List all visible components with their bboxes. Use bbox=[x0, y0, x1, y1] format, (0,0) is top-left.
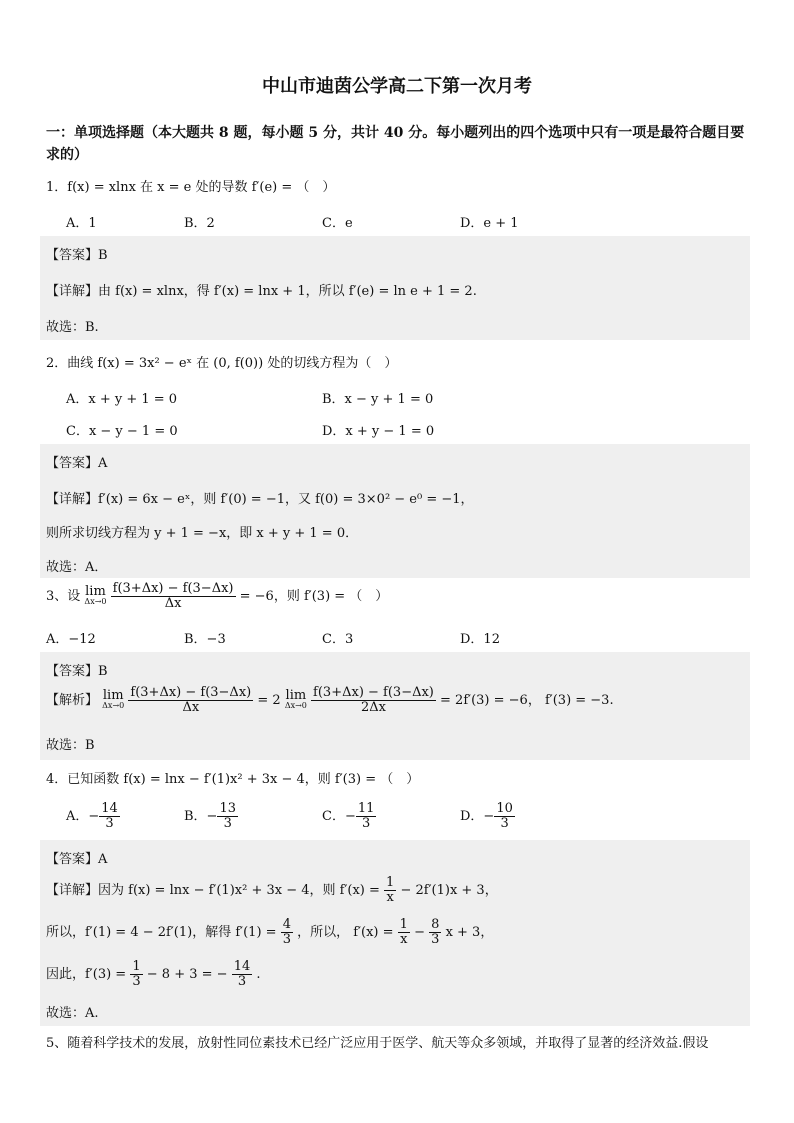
q3-stem-prefix: 3、设 bbox=[46, 589, 81, 604]
q4-detail-line-2: 所以，f′(1) = 4 − 2f′(1)，解得 f′(1) = $\frac{4}{3}$ ，所以， f′(x) = $\frac{1}{x}$ − $\frac{8}{3}$ x + 3， bbox=[46, 917, 494, 947]
q3-stem bbox=[46, 582, 388, 611]
page-title: 中山市迪茵公学高二下第一次月考 bbox=[262, 76, 532, 97]
q4-detail-line-1: 【详解】因为 f(x) = lnx − f′(1)x² + 3x − 4，则 f′(x) = $\frac{1}{x}$ − 2f′(1)x + 3， bbox=[46, 875, 498, 905]
q4-option-c: C．− $\frac{11}{3}$ bbox=[322, 801, 375, 831]
q3-option-b: B．−3 bbox=[184, 632, 226, 647]
q2-detail: 【详解】f′(x) = 6x − eˣ，则 f′(0) = −1，又 f(0) = 3×0² − e⁰ = −1， bbox=[46, 492, 474, 507]
q1-option-a: A．1 bbox=[66, 216, 97, 231]
q4-option-a: A．− $\frac{14}{3}$ bbox=[66, 801, 118, 831]
q2-detail-2: 则所求切线方程为 y + 1 = −x，即 x + y + 1 = 0． bbox=[46, 526, 359, 541]
q4-option-d: D．− $\frac{10}{3}$ bbox=[460, 801, 513, 831]
q2-answer-block bbox=[40, 444, 750, 578]
q2-option-a: A．x + y + 1 = 0 bbox=[66, 392, 178, 407]
q2-stem: 2．曲线 f(x) = 3x² − eˣ 在 (0, f(0)) 处的切线方程为（ ） bbox=[46, 356, 398, 371]
q3-detail-label: 【解析】 bbox=[46, 693, 99, 708]
q1-option-b: B．2 bbox=[184, 216, 215, 231]
q2-option-c: C．x − y − 1 = 0 bbox=[66, 424, 178, 439]
q3-fraction: $\frac{f(3+\Delta x) - f(3-\Delta x)}{\Delta x}$ bbox=[112, 581, 234, 611]
q1-option-d: D．e + 1 bbox=[460, 216, 519, 231]
section-heading: 一：单项选择题（本大题共 8 题，每小题 5 分，共计 40 分。每小题列出的四个选项中只有一项是最符合题目要求的） bbox=[46, 125, 745, 163]
q4-detail-line-3: 因此，f′(3) = $\frac{1}{3}$ − 8 + 3 = − $\frac{14}{3}$ . bbox=[46, 959, 261, 989]
q3-limit: lim Δx→0 bbox=[84, 583, 107, 606]
q5-stem: 5、随着科学技术的发展，放射性同位素技术已经广泛应用于医学、航天等众多领域，并取得了显著的经济效益.假设 bbox=[46, 1036, 709, 1051]
q2-answer: 【答案】A bbox=[46, 456, 108, 471]
q3-detail-fraction-1: $\frac{f(3+\Delta x) - f(3-\Delta x)}{\Delta x}$ bbox=[130, 685, 252, 715]
q4-stem: 4．已知函数 f(x) = lnx − f′(1)x² + 3x − 4，则 f′(3) = （ ） bbox=[46, 772, 420, 787]
q1-option-c: C．e bbox=[322, 216, 353, 231]
q1-choice: 故选：B. bbox=[46, 320, 99, 335]
q3-detail-fraction-2: $\frac{f(3+\Delta x) - f(3-\Delta x)}{2\Delta x}$ bbox=[313, 685, 434, 715]
q1-stem: 1．f(x) = xlnx 在 x = e 处的导数 f′(e) = （ ） bbox=[46, 180, 336, 195]
q3-choice: 故选：B bbox=[46, 738, 95, 753]
q3-option-c: C．3 bbox=[322, 632, 354, 647]
q3-answer: 【答案】B bbox=[46, 664, 108, 679]
q3-option-d: D．12 bbox=[460, 632, 500, 647]
q1-detail: 【详解】由 f(x) = xlnx，得 f′(x) = lnx + 1，所以 f′(e) = ln e + 1 = 2. bbox=[46, 284, 477, 299]
q3-option-a: A．−12 bbox=[46, 632, 96, 647]
q1-answer: 【答案】B bbox=[46, 248, 108, 263]
q4-option-b: B．− $\frac{13}{3}$ bbox=[184, 801, 236, 831]
q4-answer: 【答案】A bbox=[46, 852, 108, 867]
q2-option-d: D．x + y − 1 = 0 bbox=[322, 424, 435, 439]
q2-choice: 故选：A． bbox=[46, 560, 108, 575]
q3-stem-suffix: = −6，则 f′(3) = （ ） bbox=[239, 589, 389, 604]
q3-detail: 【解析】 lim Δx→0 $\frac{f(3+\Delta x) - f(3-\Delta x)}{\Delta x}$ = 2 lim Δx→0 $\frac{f(3+\Delta x) - f(3-\Delta x)}{2\Delta x}$ = 2f′(3) = −6， f′(3) = −3. bbox=[46, 685, 614, 715]
q2-option-b: B．x − y + 1 = 0 bbox=[322, 392, 434, 407]
q4-choice: 故选：A. bbox=[46, 1006, 99, 1021]
